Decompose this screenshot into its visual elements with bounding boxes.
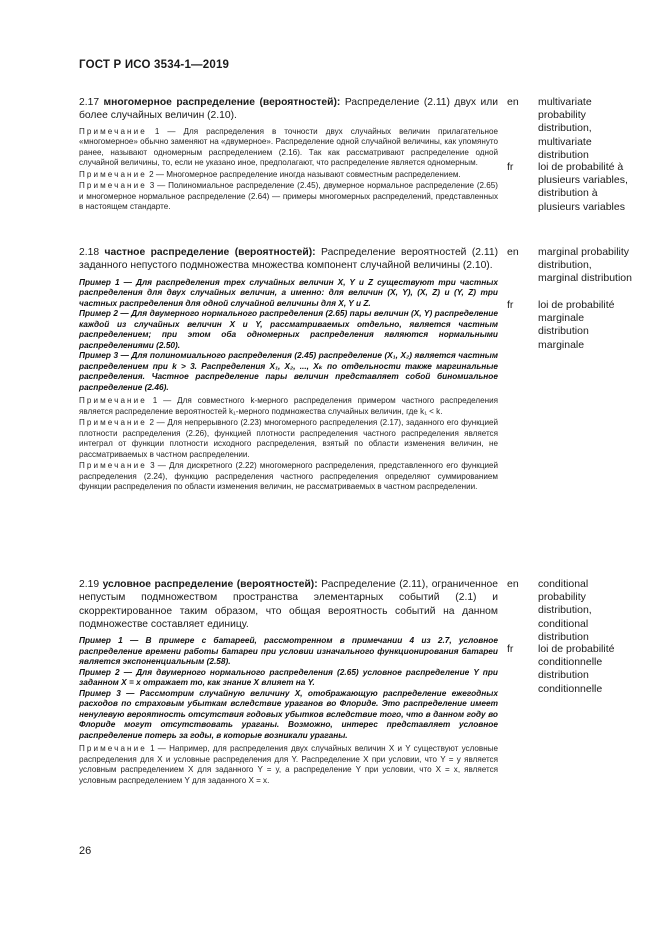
note-text: 3 — Для дискретного (2.22) многомерного распределения, представленного его функцией распределения (2.24), функцию распределения частного распределения определяют суммированием функции распределения по области изменения величин, не рассматриваемых в частном распределении. [79,461,499,492]
note-text: 2 — Многомерное распределение иногда называют совместным распределением. [149,169,461,179]
translation-en: multivariate probability distribution, multivariate distribution [538,96,592,161]
term-number: 2.18 [79,247,100,258]
page-number: 26 [79,845,92,857]
note-label: Примечание [79,396,147,406]
example: Пример 2 — Для двумерного нормального распределения (2.65) условное распределение Y при заданном X = x отражает то, как знание X влияет на Y. [79,666,498,688]
note [79,418,498,460]
note-label: Примечание [79,169,147,179]
note-label: Примечание [79,418,147,428]
definition-text: Распределение (2.11), ограниченное непустым подмножеством пространства элементарных событий (2.1) и скорректированное таким образом, что общая вероятность событий на данном подмножестве составляет единицу. [79,579,498,630]
note-text: 1 — Для распределения в точности двух случайных величин прилагательное «многомерное» обычно заменяют на «двумерное». Распределение одной случайной величины, как упомянуто ранее, называют одномерным распределением (2.16). Так как рассматривают распределение одной случайной величины, то, если не указано иное, предполагают, что распределение является одномерным. [79,126,499,168]
example: Пример 3 — Рассмотрим случайную величину X, отображающую распределение ежегодных расходов по страховым убыткам вследствие ураганов во Флориде. Это распределение имеет ненулевую вероятность отсутствия годовых убытков вследствие того, что в данном году во Флориде могут отсутствовать ураганы. Возможно, интерес представляет условное распределение потерь за годы, в которые возникали ураганы. [79,687,498,740]
lang-code-fr: fr [507,299,514,311]
translation-en: conditional probability distribution, conditional distribution [538,578,592,643]
lang-code-en: en [507,578,519,590]
note-text: 1 — Для совместного k-мерного распределения примером частного распределения является распределение вероятностей k₁-мерного подмножества случайных величин, где k₁ < k. [79,396,498,416]
note [79,396,498,417]
translation-fr: loi de probabilité à plusieurs variables, distribution à plusieurs variables [538,161,628,213]
term-entry-2-17 [79,96,498,214]
term-name: многомерное распределение (вероятностей): [103,97,341,108]
note [79,181,498,213]
lang-code-fr: fr [507,643,514,655]
lang-code-en: en [507,96,519,108]
term-definition [79,246,498,273]
term-name: частное распределение (вероятностей): [104,247,316,258]
definition-text: Распределение вероятностей (2.11) заданного непустого подмножества множества компонент случайной величины (2.10). [79,247,498,272]
term-definition [79,578,498,631]
term-entry-2-19 [79,578,498,787]
term-number: 2.19 [79,579,100,590]
note-label: Примечание [79,126,147,136]
translation-fr: loi de probabilité marginale distribution marginale [538,299,615,351]
note-label: Примечание [79,181,147,191]
note [79,170,498,181]
document-header: ГОСТ Р ИСО 3534-1—2019 [79,59,230,71]
note-label: Примечание [79,461,147,471]
note-text: 2 — Для непрерывного (2.23) многомерного распределения (2.17), заданного его функцией плотности распределения (2.26), функцией плотности распределения частного распределения является интеграл от функции плотности исходного распределения, взятый по области изменения величин, не рассматриваемых в частном распределении. [79,418,498,459]
translation-fr: loi de probabilité conditionnelle distribution conditionnelle [538,643,615,695]
lang-code-en: en [507,246,519,258]
note-text: 3 — Полиномиальное распределение (2.45), двумерное нормальное распределение (2.65) и многомерное нормальное распределение (2.64) — примеры многомерных распределений, представленных в настоящем стандарте. [79,181,498,212]
translation-en: marginal probability distribution, marginal distribution [538,246,632,285]
example: Пример 1 — В примере с батареей, рассмотренном в примечании 4 из 2.7, условное распределение времени работы батареи при условии изначального функционирования батареи является экспоненциальным (2.58). [79,635,498,667]
example: Пример 2 — Для двумерного нормального распределения (2.65) пары величин (X, Y) распределение каждой из случайных величин X и Y, рассматриваемых отдельно, является частным распределением; при этом оба одномерных распределения являются нормальными распределениями (2.50). [79,308,498,350]
term-entry-2-18 [79,246,498,494]
term-name: условное распределение (вероятностей): [102,579,318,590]
example: Пример 1 — Для распределения трех случайных величин X, Y и Z существуют три частных распределения для двух случайных величин, а именно: для величин (X, Y), (X, Z) и (Y, Z) три частных распределения для одной случайной величины для X, Y и Z. [79,276,498,308]
lang-code-fr: fr [507,161,514,173]
definition-text: Распределение (2.11) двух или более случайных величин (2.10). [79,97,498,122]
term-definition [79,96,498,123]
example: Пример 3 — Для полиномиального распределения (2.45) распределение (X₁, X₂) является частным распределением при k > 3. Распределения X₁, X₂, ..., Xₖ по отдельности также маргинальные распределения. Частное распределение пары величин представляет собой биномиальное распределение (2.46). [79,350,498,392]
note [79,744,498,786]
note [79,461,498,493]
note-label: Примечание [79,744,147,754]
term-number: 2.17 [79,97,100,108]
note-text: 1 — Например, для распределения двух случайных величин X и Y существуют условные распределения для X и условные распределения для Y. Распределение X при условии, что Y = y является условным распределением X для заданного Y = y, а распределение Y при условии, что X = x, является условным распределением Y для заданного X = x. [79,744,498,785]
note [79,127,498,169]
